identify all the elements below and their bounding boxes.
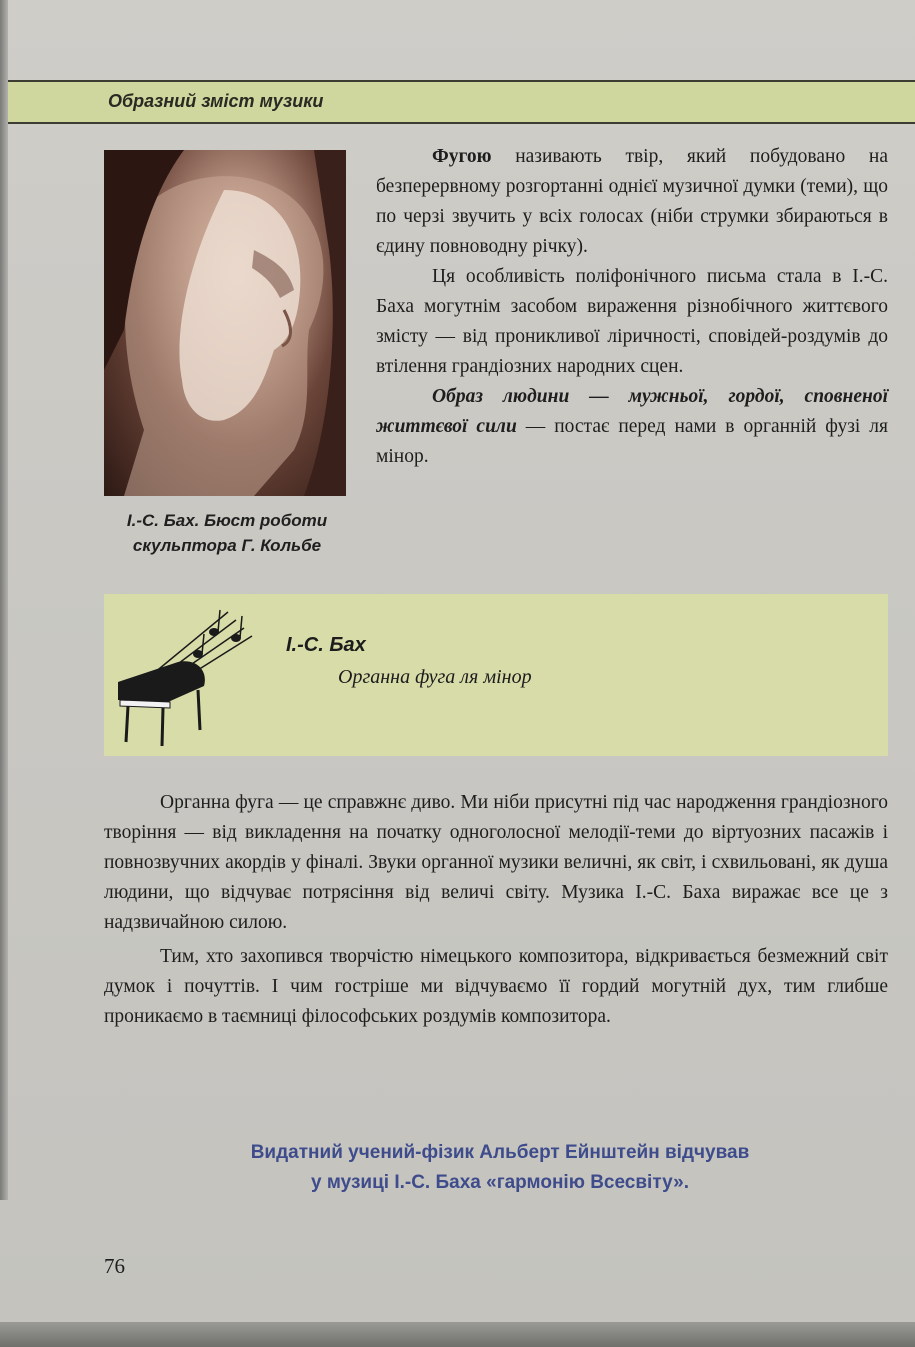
quote-line-1: Видатний учений-фізик Альберт Ейнштейн відчував bbox=[250, 1142, 750, 1163]
listening-box bbox=[104, 594, 888, 756]
portrait-caption bbox=[104, 508, 350, 558]
image-emphasis: Образ людини — мужньої, гордої, сповненої життєвої сили bbox=[376, 386, 888, 437]
polyphony-paragraph: Ця особливість поліфонічного письма стала в І.-С. Баха могутнім засобом вираження різнобічного життєвого змісту — від проникливої ліричності, сповідей-роздумів до втілення грандіозних народних сцен. bbox=[376, 266, 888, 377]
piano-music-icon bbox=[108, 602, 258, 752]
image-paragraph bbox=[376, 382, 888, 472]
quote-line-2: у музиці І.-С. Баха «гармонію Всесвіту». bbox=[311, 1172, 689, 1193]
image-paragraph-rest: — постає перед нами в органній фузі ля мінор. bbox=[376, 416, 888, 467]
page-number: 76 bbox=[104, 1254, 125, 1278]
fugue-term: Фугою bbox=[432, 146, 492, 167]
caption-line-1: І.-С. Бах. Бюст роботи bbox=[126, 511, 328, 530]
body-paragraph-2: Тим, хто захопився творчістю німецького композитора, відкривається безмежний світ думок і почуттів. І чим гостріше ми відчуваємо її гордий могутній дух, тим глибше проникаємо в таємниці філософських роздумів композитора. bbox=[104, 946, 888, 1027]
section-title: Образний зміст музики bbox=[108, 91, 324, 111]
section-header-band bbox=[8, 80, 915, 124]
intro-text bbox=[376, 142, 888, 472]
bach-bust-image bbox=[104, 150, 346, 496]
body-paragraph-1: Органна фуга — це справжнє диво. Ми ніби присутні під час народження грандіозного творіння — від викладення на початку одноголосної мелодії-теми до віртуозних пасажів і повнозвучних акордів у фіналі. Звуки органної музики величні, як світ, і схвильовані, як душа людини, що відчуває потрясіння від величі світу. Музика І.-С. Баха виражає все це з надзвичайною силою. bbox=[104, 792, 888, 933]
book-spine-shadow bbox=[0, 0, 8, 1200]
listening-composer: І.-С. Бах bbox=[286, 634, 366, 656]
page-bottom-edge bbox=[0, 1322, 915, 1347]
caption-line-2: скульптора Г. Кольбе bbox=[132, 536, 322, 555]
bust-illustration bbox=[104, 150, 346, 496]
fugue-definition bbox=[376, 142, 888, 262]
listening-work-title: Органна фуга ля мінор bbox=[338, 666, 532, 688]
einstein-quote bbox=[140, 1138, 860, 1198]
fugue-definition-rest: називають твір, який побудовано на безперервному розгортанні однієї музичної думки (теми), що по черзі звучить у всіх голосах (ніби струмки збираються в єдину повноводну річку). bbox=[376, 146, 888, 257]
main-body-text bbox=[104, 788, 888, 1036]
